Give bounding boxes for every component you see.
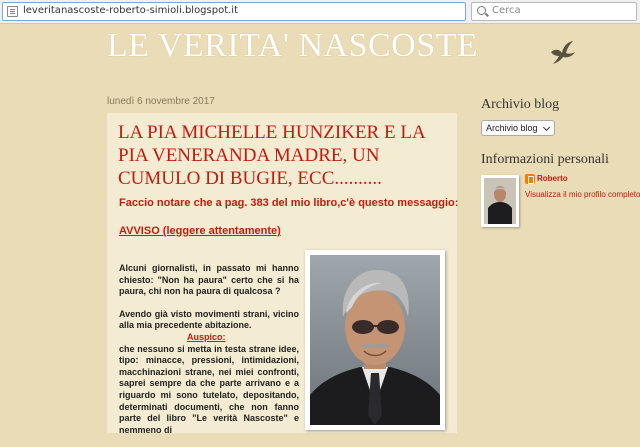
profile-photo[interactable] — [481, 175, 519, 227]
browser-search-input[interactable] — [471, 2, 637, 21]
search-icon — [477, 6, 486, 15]
browser-toolbar — [0, 0, 640, 24]
blog-title[interactable]: LE VERITA' NASCOSTE — [107, 27, 479, 64]
post-paragraph: Avendo già visto movimenti strani, vicino alla mia precedente abitazione. — [119, 308, 299, 331]
profile-heading: Informazioni personali — [481, 152, 609, 167]
bird-icon — [548, 38, 578, 68]
auspicio-label: Auspico: — [187, 331, 226, 342]
post-title[interactable]: LA PIA MICHELLE HUNZIKER E LA PIA VENERANDA MADRE, UN CUMULO DI BUGIE, ECC.......... — [118, 122, 425, 189]
post-body — [119, 263, 299, 447]
post-photo[interactable] — [305, 250, 445, 430]
view-full-profile-link[interactable]: Visualizza il mio profilo completo — [525, 190, 640, 199]
blogger-icon — [525, 174, 535, 184]
post-notice: Faccio notare che a pag. 383 del mio libro,c'è questo messaggio: — [119, 197, 459, 209]
search-placeholder: Cerca — [492, 5, 521, 16]
archive-select-value: Archivio blog — [486, 123, 538, 133]
page-icon — [7, 6, 18, 17]
post-date: lunedì 6 novembre 2017 — [107, 96, 215, 107]
author-portrait-image — [310, 255, 440, 425]
avatar — [484, 178, 516, 224]
archive-select[interactable] — [481, 120, 555, 136]
post-avviso-link[interactable]: AVVISO (leggere attentamente) — [119, 225, 281, 237]
chevron-down-icon — [543, 124, 550, 131]
profile-name-link[interactable]: Roberto — [537, 174, 568, 183]
post-paragraph: che nessuno si metta in testa strane idee, tipo: minacce, pressioni, intimidazioni, macchinazioni strane, nei miei confronti, saprei sempre da che parte arrivano e a riguardo mi sono tutelato, depositando, determinati documenti, che non fanno parte del libro "Le verità Nascoste" e nemmeno di — [119, 343, 299, 435]
archive-heading: Archivio blog — [481, 97, 560, 112]
address-bar[interactable] — [2, 2, 466, 21]
address-bar-url[interactable]: leveritanascoste-roberto-simioli.blogspot.it — [23, 5, 239, 16]
post-paragraph: Alcuni giornalisti, in passato mi hanno chiesto: "Non ha paura" certo che si ha paura, chi non ha paura di qualcosa ? — [119, 263, 299, 297]
